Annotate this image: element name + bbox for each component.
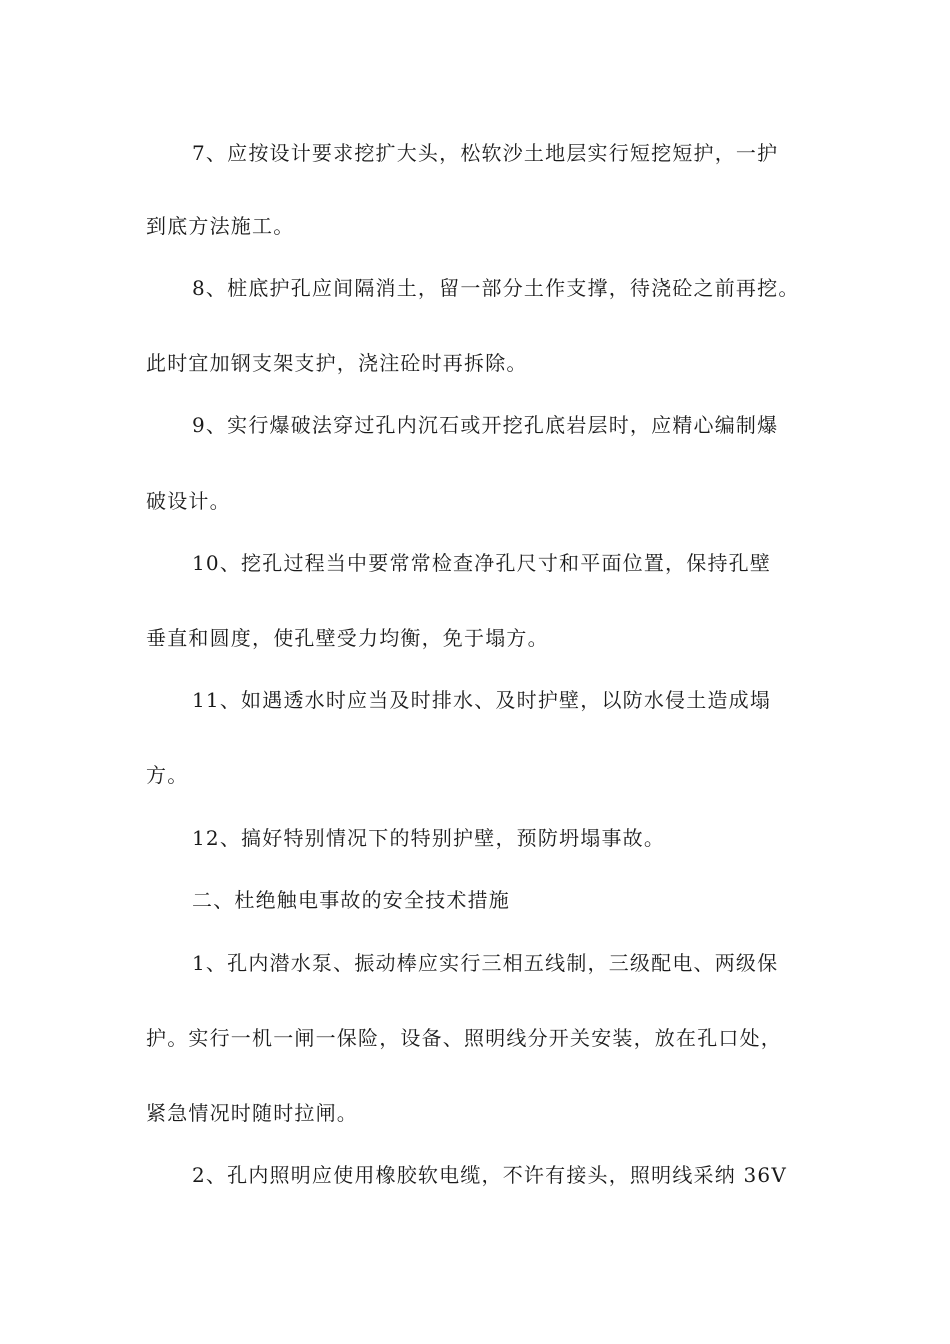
item-1-line-1: 1、孔内潜水泵、振动棒应实行三相五线制，三级配电、两级保	[192, 951, 779, 975]
paragraph-10-line-1: 10、挖孔过程当中要常常检查净孔尺寸和平面位置，保持孔壁	[192, 551, 772, 575]
paragraph-7-line-2: 到底方法施工。	[146, 214, 295, 238]
paragraph-8-line-2: 此时宜加钢支架支护，浇注砼时再拆除。	[146, 351, 528, 375]
paragraph-11-line-1: 11、如遇透水时应当及时排水、及时护壁，以防水侵土造成塌	[192, 688, 772, 712]
paragraph-7-line-1: 7、应按设计要求挖扩大头，松软沙土地层实行短挖短护，一护	[192, 141, 779, 165]
paragraph-11-line-2: 方。	[146, 763, 189, 787]
item-2-line-1: 2、孔内照明应使用橡胶软电缆，不许有接头，照明线采纳 36V	[192, 1163, 787, 1187]
item-1-line-3: 紧急情况时随时拉闸。	[146, 1101, 358, 1125]
paragraph-10-line-2: 垂直和圆度，使孔壁受力均衡，免于塌方。	[146, 626, 549, 650]
paragraph-12: 12、搞好特别情况下的特别护壁，预防坍塌事故。	[192, 826, 666, 850]
section-heading: 二、杜绝触电事故的安全技术措施	[192, 888, 510, 912]
paragraph-9-line-2: 破设计。	[146, 489, 231, 513]
paragraph-9-line-1: 9、实行爆破法穿过孔内沉石或开挖孔底岩层时，应精心编制爆	[192, 413, 779, 437]
paragraph-8-line-1: 8、桩底护孔应间隔消土，留一部分土作支撑，待浇砼之前再挖。	[192, 276, 800, 300]
item-1-line-2: 护。实行一机一闸一保险，设备、照明线分开关安装，放在孔口处，	[146, 1026, 782, 1050]
